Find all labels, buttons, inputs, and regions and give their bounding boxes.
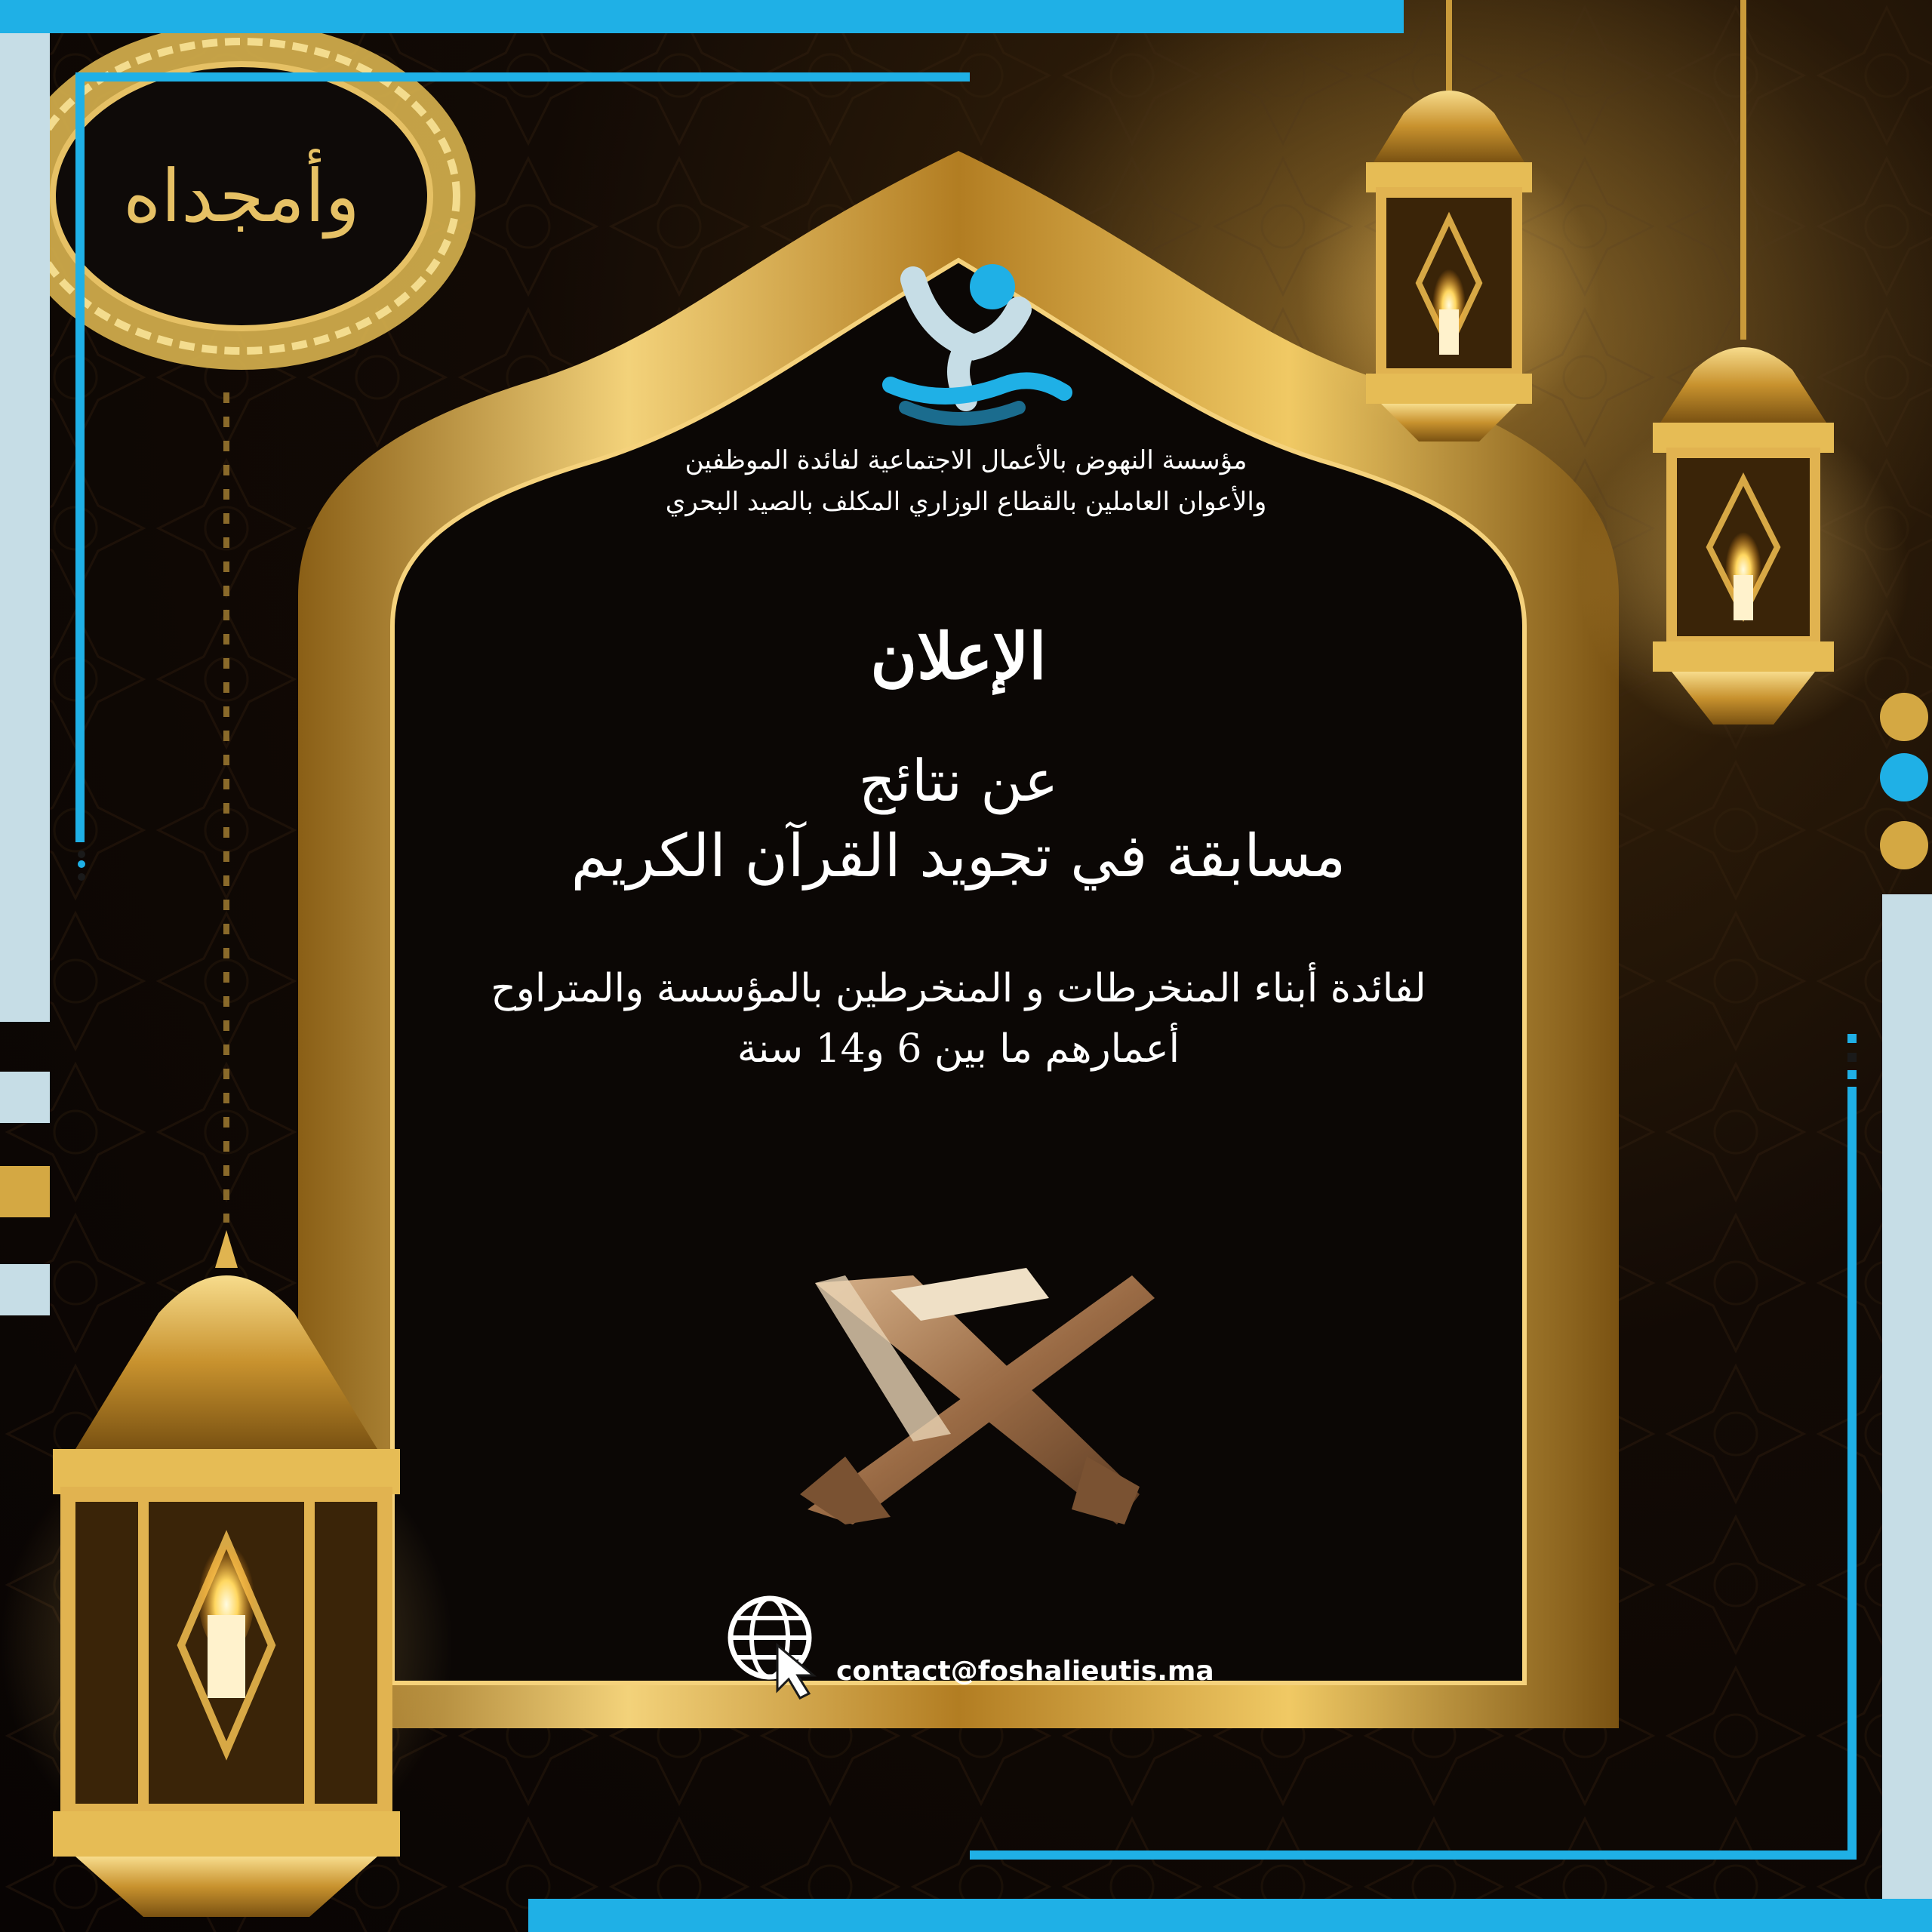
beneficiaries-line1: لفائدة أبناء المنخرطات و المنخرطين بالمؤسسة والمتراوح (491, 966, 1426, 1011)
beneficiaries-line2: أعمارهم ما بين 6 و14 سنة (737, 1026, 1180, 1072)
organization-name-line2: والأعوان العاملين بالقطاع الوزاري المكلف بالصيد البحري (665, 487, 1267, 517)
announcement-subtitle: عن نتائج (858, 747, 1059, 814)
competition-title: مسابقة في تجويد القرآن الكريم (571, 823, 1346, 891)
contact-email-link[interactable]: contact@foshalieutis.ma (836, 1656, 1214, 1687)
calligraphy-text: وأمجداه (123, 154, 360, 238)
organization-name-line1: مؤسسة النهوض بالأعمال الاجتماعية لفائدة الموظفين (685, 445, 1247, 475)
announcement-title: الإعلان (870, 619, 1047, 694)
